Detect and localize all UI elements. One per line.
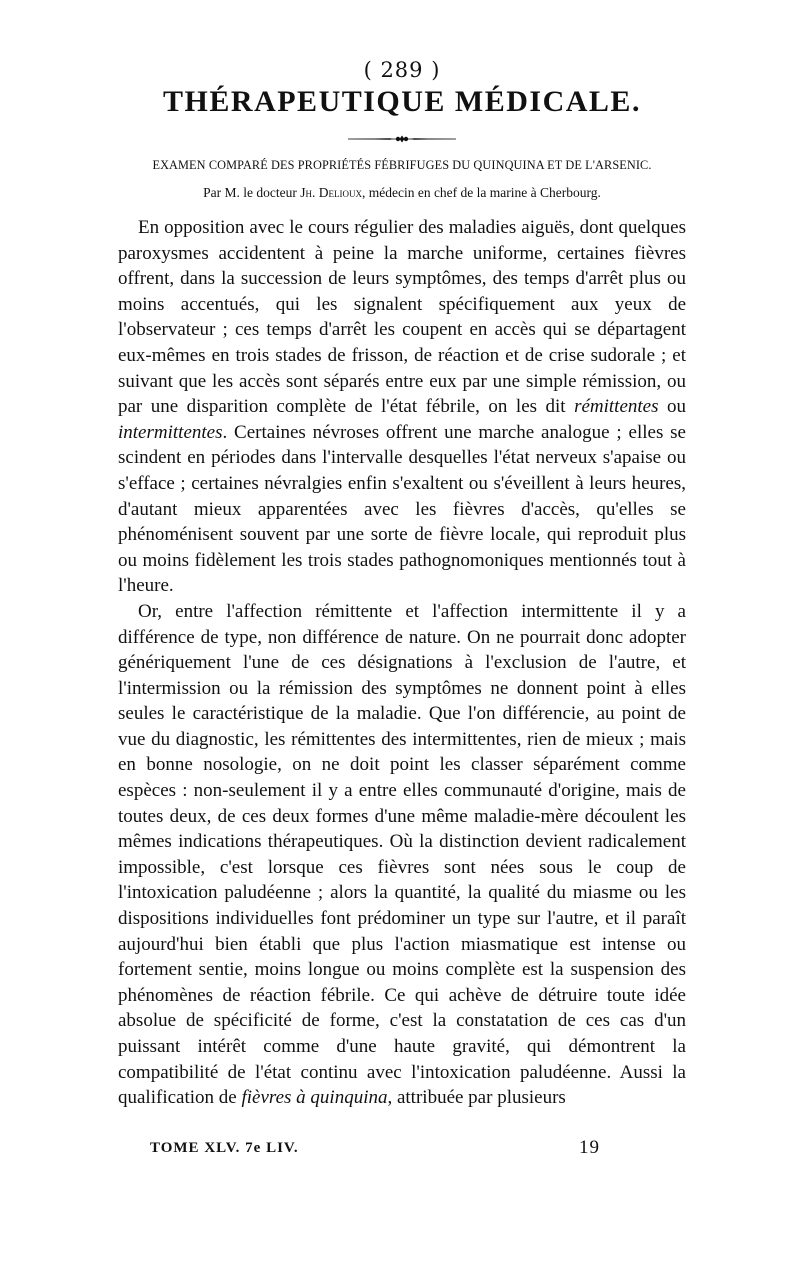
paragraph-1 <box>118 215 686 599</box>
p1-text-c: . Certaines névroses offrent une marche analogue ; elles se scindent en périodes dans l'intervalle desquelles l'état nerveux s'apaise ou s'efface ; certaines névralgies enfin s'exaltent ou s'éveillent à leurs heures, d'autant mieux apparentées avec les fièvres d'accès, qu'elles se phénoménisent souvent par une sorte de fièvre locale, qui reproduit plus ou moins fidèlement les trois stades pathognomoniques mentionnés tout à l'heure. <box>118 421 686 597</box>
byline-suffix: , médecin en chef de la marine à Cherbourg. <box>361 185 601 200</box>
p1-term-remittentes: rémittentes <box>574 396 659 418</box>
p2-term-fievres-a-quinquina: fièvres à quinquina <box>241 1087 388 1109</box>
p1-text-b: ou <box>658 396 687 418</box>
ornament-rule-icon <box>342 134 462 144</box>
footer-tome: TOME XLV. 7e LIV. <box>150 1140 299 1156</box>
article-title: EXAMEN COMPARÉ DES PROPRIÉTÉS FÉBRIFUGES DU QUINQUINA ET DE L'ARSENIC. <box>152 158 652 172</box>
article-body <box>118 215 686 1111</box>
byline-initial-suffix: h <box>305 185 312 200</box>
byline-author-name: . Delioux <box>311 185 362 200</box>
byline-prefix: Par M. le docteur J <box>203 185 306 200</box>
journal-page <box>118 58 686 1111</box>
byline <box>118 185 686 201</box>
p2-text-a: Or, entre l'affection rémittente et l'affection intermittente il y a différence de type, non différence de nature. On ne pourrait donc adopter génériquement l'une de ces désignations à l'exclusion de l'autre, et l'intermission ou la rémission des symptômes ne donnent point à elles seules le caractéristique de la maladie. Que l'on différencie, au point de vue du diagnostic, les rémittentes des intermittentes, rien de mieux ; mais en bonne nosologie, on ne doit point les classer séparément comme espèces : non-seulement il y a entre elles communauté d'origine, mais de toutes deux, de ces deux formes d'une même maladie-mère découlent les mêmes indications thérapeutiques. Où la distinction devient radicalement impossible, c'est lorsque ces fièvres sont nées sous le coup de l'intoxication paludéenne ; alors la quantité, la qualité du miasme ou les dispositions individuelles font prédominer un type sur l'autre, et il paraît aujourd'hui bien établi que plus l'action miasmatique est intense ou fortement sentie, moins longue ou moins complète est la suspension des phénomènes de réaction fébrile. Ce qui achève de détruire toute idée absolue de spécificité de forme, c'est la constatation de ces cas d'un puissant intérêt comme d'une haute gravité, qui démontrent la compatibilité de l'état continu avec l'intoxication paludéenne. Aussi la qualification de <box>118 600 686 1109</box>
ornament-divider <box>118 134 686 144</box>
p1-text-a: En opposition avec le cours régulier des maladies aiguës, dont quelques paroxysmes accidentent à peine la marche uniforme, certaines fièvres offrent, dans la succession de leurs symptômes, des temps d'arrêt plus ou moins accentués, qui les signalent spécifiquement aux yeux de l'observateur ; ces temps d'arrêt les coupent en accès qui se départagent eux-mêmes en trois stades de frisson, de réaction et de crise sudorale ; et suivant que les accès sont séparés entre eux par une simple rémission, ou par une disparition complète de l'état fébrile, on les dit <box>118 217 686 418</box>
page-number: ( 289 ) <box>363 58 441 82</box>
paragraph-2 <box>118 599 686 1111</box>
p1-term-intermittentes: intermittentes <box>118 421 223 443</box>
page-footer <box>150 1137 600 1159</box>
footer-sheet-number: 19 <box>579 1137 600 1158</box>
section-title: THÉRAPEUTIQUE MÉDICALE. <box>163 85 641 118</box>
p2-text-b: , attribuée par plusieurs <box>387 1087 566 1109</box>
